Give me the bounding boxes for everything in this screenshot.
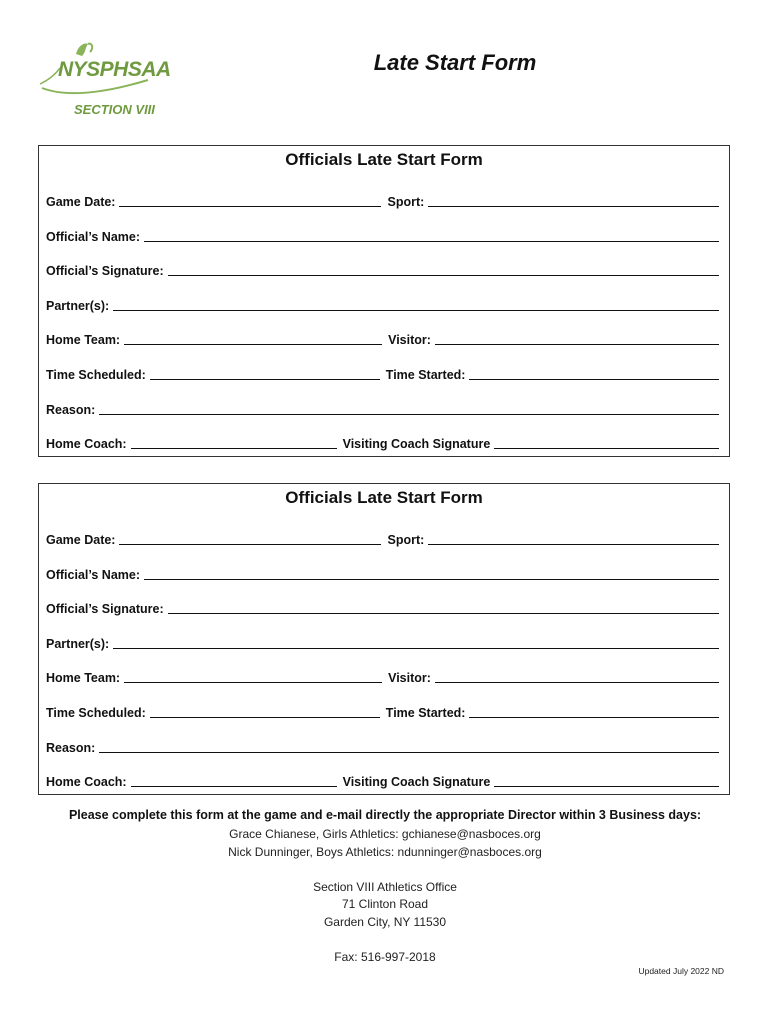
form-heading: Officials Late Start Form xyxy=(285,150,483,169)
officials-signature-label: Official’s Signature: xyxy=(46,264,164,278)
visitor-field[interactable] xyxy=(435,669,719,683)
time-scheduled-field[interactable] xyxy=(150,366,380,380)
visitor-field[interactable] xyxy=(435,331,719,345)
home-team-field[interactable] xyxy=(124,331,382,345)
home-coach-label: Home Coach: xyxy=(46,775,127,789)
home-coach-field[interactable] xyxy=(131,773,337,787)
time-row xyxy=(46,702,719,720)
nysphsaa-logo xyxy=(38,40,178,122)
visiting-coach-label: Visiting Coach Signature xyxy=(342,775,491,789)
home-team-label: Home Team: xyxy=(46,333,121,347)
time-scheduled-label: Time Scheduled: xyxy=(46,706,146,720)
visiting-coach-field[interactable] xyxy=(494,435,719,449)
reason-row xyxy=(46,399,719,417)
officials-signature-field[interactable] xyxy=(168,262,719,276)
officials-name-label: Official’s Name: xyxy=(46,568,141,582)
updated-note: Updated July 2022 ND xyxy=(638,966,724,976)
visiting-coach-field[interactable] xyxy=(494,773,719,787)
partners-label: Partner(s): xyxy=(46,299,110,313)
time-started-label: Time Started: xyxy=(385,368,466,382)
visiting-coach-label: Visiting Coach Signature xyxy=(342,437,491,451)
late-start-form-2 xyxy=(38,483,730,795)
logo-section-label: SECTION VIII xyxy=(74,102,155,117)
officials-signature-row xyxy=(46,260,719,278)
game-date-field[interactable] xyxy=(119,531,381,545)
game-date-sport-row xyxy=(46,191,719,209)
office-name: Section VIII Athletics Office xyxy=(313,880,457,894)
officials-name-field[interactable] xyxy=(144,228,719,242)
officials-name-row xyxy=(46,226,719,244)
form-heading: Officials Late Start Form xyxy=(285,488,483,507)
visitor-label: Visitor: xyxy=(388,671,431,685)
home-coach-field[interactable] xyxy=(131,435,337,449)
partners-field[interactable] xyxy=(113,297,719,311)
submission-instructions: Please complete this form at the game and e-mail directly the appropriate Director within 3 Business days: xyxy=(68,808,702,822)
visitor-label: Visitor: xyxy=(388,333,431,347)
office-street: 71 Clinton Road xyxy=(341,897,429,911)
officials-name-label: Official’s Name: xyxy=(46,230,141,244)
reason-label: Reason: xyxy=(46,403,96,417)
fax-number: Fax: 516-997-2018 xyxy=(334,950,436,964)
partners-field[interactable] xyxy=(113,635,719,649)
sport-field[interactable] xyxy=(428,193,719,207)
partners-label: Partner(s): xyxy=(46,637,110,651)
late-start-form-1 xyxy=(38,145,730,457)
page-title: Late Start Form xyxy=(373,50,537,75)
contact-boys-athletics: Nick Dunninger, Boys Athletics: ndunninger@nasboces.org xyxy=(228,845,542,859)
game-date-field[interactable] xyxy=(119,193,381,207)
officials-name-row xyxy=(46,564,719,582)
time-scheduled-label: Time Scheduled: xyxy=(46,368,146,382)
game-date-sport-row xyxy=(46,529,719,547)
officials-signature-field[interactable] xyxy=(168,600,719,614)
reason-label: Reason: xyxy=(46,741,96,755)
partners-row xyxy=(46,633,719,651)
sport-label: Sport: xyxy=(387,195,425,209)
coach-row xyxy=(46,433,719,451)
time-row xyxy=(46,364,719,382)
officials-name-field[interactable] xyxy=(144,566,719,580)
sport-label: Sport: xyxy=(387,533,425,547)
game-date-label: Game Date: xyxy=(46,195,116,209)
contact-girls-athletics: Grace Chianese, Girls Athletics: gchianese@nasboces.org xyxy=(229,827,541,841)
logo-wordmark: NYSPHSAA xyxy=(58,58,171,81)
home-team-label: Home Team: xyxy=(46,671,121,685)
home-visitor-row xyxy=(46,329,719,347)
officials-signature-label: Official’s Signature: xyxy=(46,602,164,616)
home-visitor-row xyxy=(46,667,719,685)
sport-field[interactable] xyxy=(428,531,719,545)
time-started-label: Time Started: xyxy=(385,706,466,720)
reason-field[interactable] xyxy=(99,739,719,753)
officials-signature-row xyxy=(46,598,719,616)
time-started-field[interactable] xyxy=(469,366,719,380)
game-date-label: Game Date: xyxy=(46,533,116,547)
partners-row xyxy=(46,295,719,313)
home-coach-label: Home Coach: xyxy=(46,437,127,451)
time-scheduled-field[interactable] xyxy=(150,704,380,718)
reason-row xyxy=(46,737,719,755)
office-city: Garden City, NY 11530 xyxy=(323,915,447,929)
reason-field[interactable] xyxy=(99,401,719,415)
time-started-field[interactable] xyxy=(469,704,719,718)
home-team-field[interactable] xyxy=(124,669,382,683)
coach-row xyxy=(46,771,719,789)
